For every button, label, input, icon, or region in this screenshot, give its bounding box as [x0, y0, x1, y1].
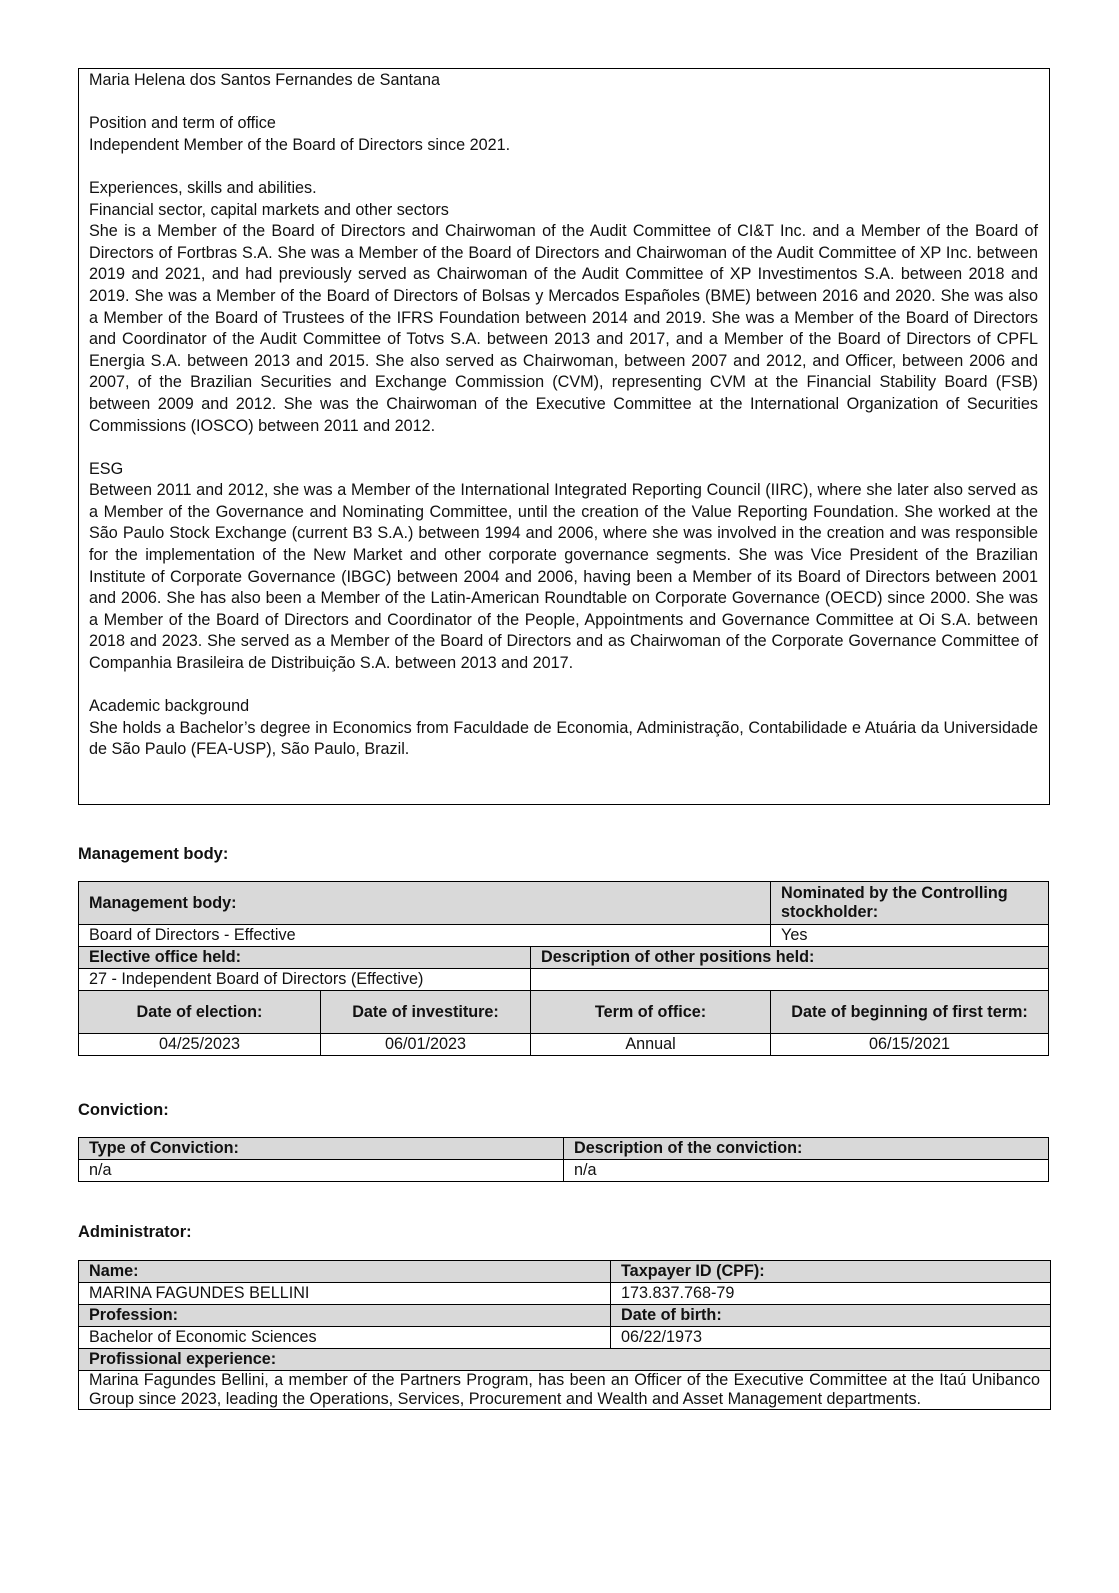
management-body-value: Board of Directors - Effective — [79, 925, 771, 947]
nominated-value: Yes — [771, 925, 1049, 947]
admin-cpf-label: Taxpayer ID (CPF): — [611, 1261, 1051, 1283]
table-row — [79, 1261, 1051, 1283]
table-row — [79, 969, 1049, 991]
conviction-description-label: Description of the conviction: — [564, 1138, 1049, 1160]
experience-heading: Experiences, skills and abilities. — [89, 178, 317, 197]
biography-box — [78, 68, 1050, 805]
admin-cpf-value: 173.837.768-79 — [611, 1283, 1051, 1305]
term-label: Term of office: — [531, 991, 771, 1034]
other-positions-value — [531, 969, 1049, 991]
elective-office-value: 27 - Independent Board of Directors (Effective) — [79, 969, 531, 991]
admin-experience-value: Marina Fagundes Bellini, a member of the Partners Program, has been an Officer of the Executive Committee at the Itaú Unibanco Group since 2023, leading the Operations, Services, Procurement and Wealth and Asset Management departments. — [79, 1371, 1051, 1410]
admin-profession-value: Bachelor of Economic Sciences — [79, 1327, 611, 1349]
admin-profession-label: Profession: — [79, 1305, 611, 1327]
table-row — [79, 1305, 1051, 1327]
table-row — [79, 882, 1049, 925]
election-date-value: 04/25/2023 — [79, 1034, 321, 1056]
management-section-title: Management body: — [78, 845, 229, 863]
table-row — [79, 991, 1049, 1034]
table-row — [79, 925, 1049, 947]
management-table — [78, 881, 1049, 1056]
admin-birth-label: Date of birth: — [611, 1305, 1051, 1327]
election-date-label: Date of election: — [79, 991, 321, 1034]
conviction-description-value: n/a — [564, 1160, 1049, 1182]
first-term-label: Date of beginning of first term: — [771, 991, 1049, 1034]
other-positions-label: Description of other positions held: — [531, 947, 1049, 969]
first-term-value: 06/15/2021 — [771, 1034, 1049, 1056]
table-row — [79, 1034, 1049, 1056]
esg-heading: ESG — [89, 459, 124, 478]
term-value: Annual — [531, 1034, 771, 1056]
conviction-type-value: n/a — [79, 1160, 564, 1182]
elective-office-label: Elective office held: — [79, 947, 531, 969]
academic-heading: Academic background — [89, 697, 250, 716]
position-heading: Position and term of office — [89, 114, 276, 133]
admin-birth-value: 06/22/1973 — [611, 1327, 1051, 1349]
table-row — [79, 1138, 1049, 1160]
nominated-label: Nominated by the Controlling stockholder: — [771, 882, 1049, 925]
table-row — [79, 1327, 1051, 1349]
table-row — [79, 947, 1049, 969]
investiture-date-value: 06/01/2023 — [321, 1034, 531, 1056]
conviction-table — [78, 1137, 1049, 1182]
investiture-date-label: Date of investiture: — [321, 991, 531, 1034]
table-row — [79, 1160, 1049, 1182]
admin-name-value: MARINA FAGUNDES BELLINI — [79, 1283, 611, 1305]
admin-name-label: Name: — [79, 1261, 611, 1283]
experience-subheading: Financial sector, capital markets and other sectors — [89, 200, 449, 219]
table-row — [79, 1283, 1051, 1305]
position-text: Independent Member of the Board of Directors since 2021. — [89, 135, 511, 154]
administrator-section-title: Administrator: — [78, 1223, 192, 1241]
administrator-table — [78, 1260, 1051, 1410]
conviction-type-label: Type of Conviction: — [79, 1138, 564, 1160]
table-row — [79, 1371, 1051, 1410]
table-row — [79, 1349, 1051, 1371]
esg-text: Between 2011 and 2012, she was a Member of the International Integrated Reporting Council (IIRC), where she later also served as a Member of the Governance and Nominating Committee, until the creation of the Value Reporting Foundation. She worked at the São Paulo Stock Exchange (current B3 S.A.) between 1994 and 2006, where she was involved in the creation and was responsible for the implementation of the New Market and other corporate governance segments. She was Vice President of the Brazilian Institute of Corporate Governance (IBGC) between 2004 and 2006, having been a Member of its Board of Directors between 2001 and 2006. She has also been a Member of the Latin-American Roundtable on Corporate Governance (OECD) since 2000. She was a Member of the Board of Directors and Coordinator of the People, Appointments and Governance Committee at Oi S.A. between 2018 and 2023. She served as a Member of the Board of Directors and as Chairwoman of the Corporate Governance Committee of Companhia Brasileira de Distribuição S.A. between 2013 and 2017. — [89, 481, 1038, 673]
director-name: Maria Helena dos Santos Fernandes de Santana — [89, 71, 440, 89]
academic-text: She holds a Bachelor’s degree in Economics from Faculdade de Economia, Administração, Contabilidade e Atuária da Universidade de São Paulo (FEA-USP), São Paulo, Brazil. — [89, 718, 1038, 759]
experience-text: She is a Member of the Board of Directors and Chairwoman of the Audit Committee of CI&T Inc. and a Member of the Board of Directors of Fortbras S.A. She was a Member of the Board of Directors and Chairwoman of the Audit Committee of XP Inc. between 2019 and 2021, and had previously served as Chairwoman of the Audit Committee of XP Investimentos S.A. between 2018 and 2019. She was a Member of the Board of Directors of Bolsas y Mercados Españoles (BME) between 2016 and 2020. She was also a Member of the Board of Trustees of the IFRS Foundation between 2014 and 2019. She was a Member of the Board of Directors and Coordinator of the Audit Committee of Totvs S.A. between 2013 and 2017, and a Member of the Board of Directors of CPFL Energia S.A. between 2013 and 2015. She also served as Chairwoman, between 2007 and 2012, and Officer, between 2006 and 2007, of the Brazilian Securities and Exchange Commission (CVM), representing CVM at the Financial Stability Board (FSB) between 2009 and 2012. She was the Chairwoman of the Executive Committee at the International Organization of Securities Commissions (IOSCO) between 2011 and 2012. — [89, 222, 1038, 435]
conviction-section-title: Conviction: — [78, 1101, 169, 1119]
management-body-label: Management body: — [79, 882, 771, 925]
admin-experience-label: Profissional experience: — [79, 1349, 1051, 1371]
